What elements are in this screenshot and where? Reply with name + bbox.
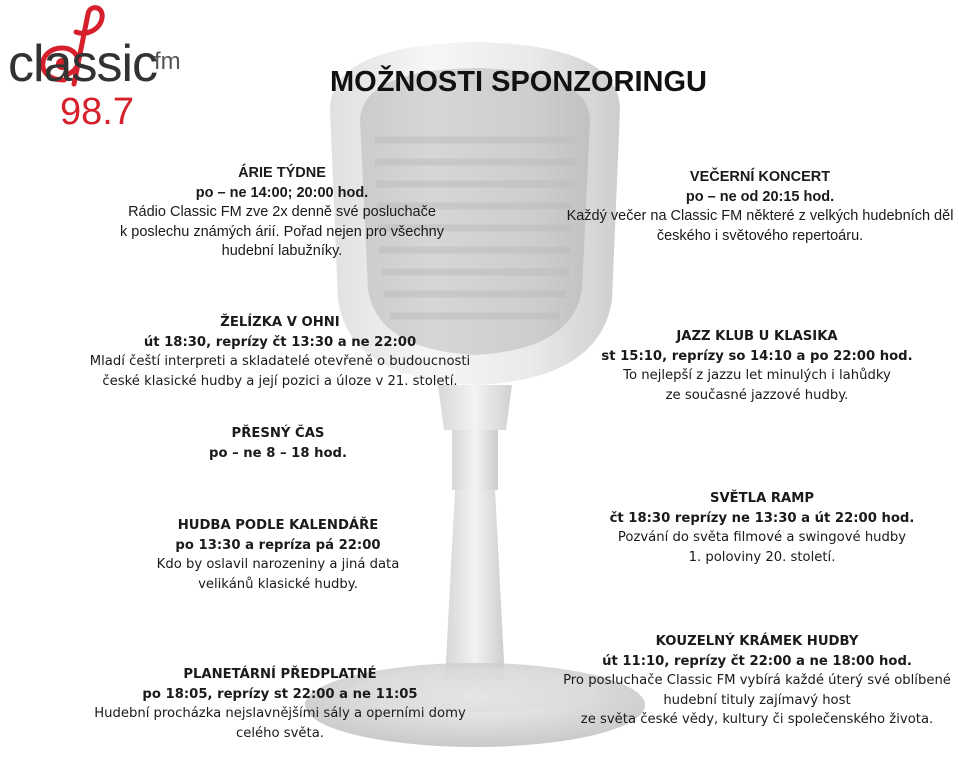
- program-title: ŽELÍZKA V OHNI: [220, 315, 340, 330]
- program-desc-line: české klasické hudby a její pozici a úloze v 21. století.: [102, 373, 458, 389]
- program-title: JAZZ KLUB U KLASIKA: [676, 329, 838, 344]
- program-desc-line: českého i světového repertoáru.: [656, 227, 864, 244]
- program-title: ÁRIE TÝDNE: [238, 165, 326, 181]
- program-desc-line: Hudební procházka nejslavnějšími sály a operními domy: [94, 706, 466, 721]
- program-hudba-podle-kalendare: [118, 516, 438, 594]
- program-time: po 13:30 a repríza pá 22:00: [175, 537, 381, 553]
- program-desc-line: To nejlepší z jazzu let minulých i lahůdky: [623, 368, 891, 383]
- program-time: út 11:10, reprízy čt 22:00 a ne 18:00 hod.: [602, 653, 912, 669]
- program-desc-line: Mladí čeští interpreti a skladatelé otevřeně o budoucnosti: [89, 354, 471, 369]
- program-title: KOUZELNÝ KRÁMEK HUDBY: [655, 634, 859, 649]
- program-desc-line: ze světa české vědy, kultury či společenského života.: [580, 712, 934, 727]
- program-desc-line: 1. poloviny 20. století.: [688, 549, 836, 565]
- program-desc-line: hudební tituly zajímavý host: [663, 692, 851, 708]
- program-desc-line: celého světa.: [236, 725, 324, 741]
- classic-fm-logo: [4, 2, 194, 132]
- program-time: čt 18:30 reprízy ne 13:30 a út 22:00 hod.: [609, 510, 915, 526]
- program-desc-line: velikánů klasické hudby.: [198, 576, 358, 592]
- program-desc-line: ze současné jazzové hudby.: [665, 387, 849, 403]
- logo-frequency: 98.7: [60, 91, 134, 133]
- program-time: st 15:10, reprízy so 14:10 a po 22:00 hod.: [601, 348, 913, 364]
- logo-fm: fm: [154, 48, 181, 75]
- program-desc-line: Kdo by oslavil narozeniny a jiná data: [156, 557, 400, 572]
- program-title: VEČERNÍ KONCERT: [689, 169, 831, 185]
- program-desc-line: Pozvání do světa filmové a swingové hudby: [617, 530, 907, 545]
- program-kouzelny-kramek: [555, 632, 959, 730]
- program-desc-line: Rádio Classic FM zve 2x denně své posluchače: [128, 204, 436, 220]
- program-vecerni-koncert: [560, 168, 959, 246]
- program-title: SVĚTLA RAMP: [709, 491, 815, 506]
- program-planetarni-predplatne: [80, 665, 480, 743]
- program-zelizka-v-ohni: [80, 313, 480, 391]
- program-title: PLANETÁRNÍ PŘEDPLATNÉ: [183, 667, 377, 682]
- program-desc-line: k poslechu známých árií. Pořad nejen pro všechny: [119, 223, 444, 240]
- program-svetla-ramp: [572, 489, 952, 567]
- program-time: po 18:05, reprízy st 22:00 a ne 11:05: [142, 686, 418, 702]
- program-title: HUDBA PODLE KALENDÁŘE: [177, 518, 379, 533]
- program-title: PŘESNÝ ČAS: [231, 426, 325, 441]
- logo-brand: classic: [8, 35, 158, 93]
- program-desc-line: hudební labužníky.: [221, 243, 343, 259]
- program-jazz-klub: [572, 327, 942, 405]
- program-presny-cas: [178, 424, 378, 463]
- program-time: po – ne od 20:15 hod.: [685, 188, 835, 205]
- program-time: po – ne 8 – 18 hod.: [209, 445, 347, 461]
- page-title: MOŽNOSTI SPONZORINGU: [330, 66, 707, 98]
- program-desc-line: Každý večer na Classic FM některé z velkých hudebních děl: [566, 208, 954, 224]
- program-time: po – ne 14:00; 20:00 hod.: [195, 184, 369, 201]
- program-time: út 18:30, reprízy čt 13:30 a ne 22:00: [143, 334, 417, 350]
- program-desc-line: Pro posluchače Classic FM vybírá každé úterý své oblíbené: [563, 673, 951, 688]
- program-arie-tydne: [112, 164, 452, 262]
